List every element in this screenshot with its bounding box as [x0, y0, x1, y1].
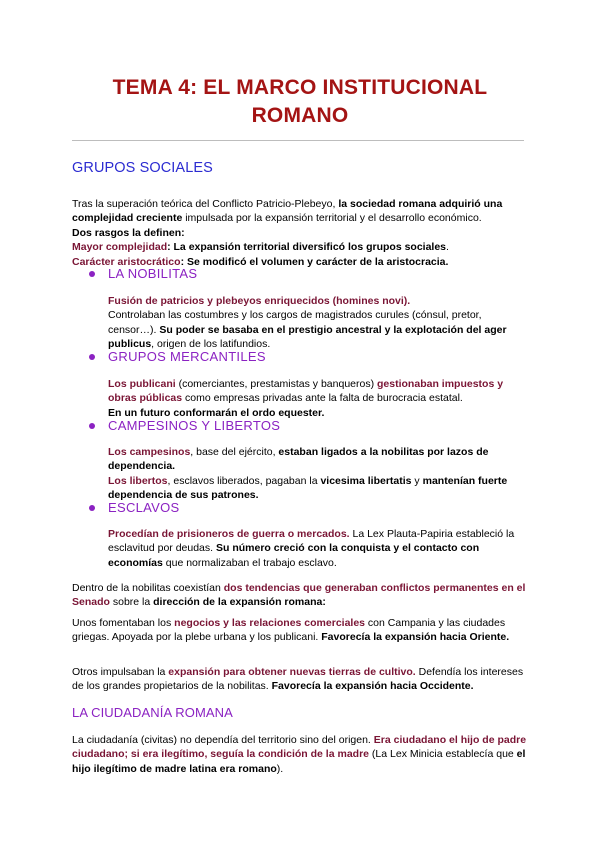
section-heading-ciudadania: LA CIUDADANÍA ROMANA [72, 705, 233, 720]
subsection-heading-nobilitas: LA NOBILITAS [108, 266, 198, 281]
bullet-icon [89, 505, 95, 511]
title-line-1: TEMA 4: EL MARCO INSTITUCIONAL [112, 76, 488, 99]
bullet-icon [89, 423, 95, 429]
esclavos-paragraph: Procedían de prisioneros de guerra o mercados. La Lex Plauta-Papiria estableció la esclavitud por deudas. Su número creció con la conquista y el contacto con economías que normalizaban el trabajo esclavo. [108, 527, 515, 569]
title-line-2: ROMANO [251, 104, 349, 127]
title-divider [72, 140, 524, 141]
occidente-paragraph: Otros impulsaban la expansión para obtener nuevas tierras de cultivo. Defendía los intereses de los grandes propietarios de la nobilitas. Favorecía la expansión hacia Occidente. [72, 665, 524, 693]
mercantiles-paragraph: Los publicani (comerciantes, prestamistas y banqueros) gestionaban impuestos y obras públicas como empresas privadas ante la falta de burocracia estatal. En un futuro conformarán el ordo equester. [108, 377, 504, 419]
intro-paragraph: Tras la superación teórica del Conflicto Patricio-Plebeyo, la sociedad romana adquirió una complejidad creciente impulsada por la expansión territorial y el desarrollo económico. Dos rasgos la definen: Mayor complejidad: La expansión territorial diversificó los grupos sociales. Carácter aristocrático: Se modificó el volumen y carácter de la aristocracia. [72, 197, 503, 268]
campesinos-paragraph: Los campesinos, base del ejército, estaban ligados a la nobilitas por lazos de dependencia. Los libertos, esclavos liberados, pagaban la vicesima libertatis y mantenían fuerte dependencia de sus patrones. [108, 445, 508, 502]
subsection-heading-mercantiles: GRUPOS MERCANTILES [108, 349, 266, 364]
bullet-icon [89, 271, 95, 277]
oriente-paragraph: Unos fomentaban los negocios y las relaciones comerciales con Campania y las ciudades griegas. Apoyada por la plebe urbana y los publicani. Favorecía la expansión hacia Oriente. [72, 616, 510, 644]
section-heading-grupos-sociales: GRUPOS SOCIALES [72, 160, 213, 176]
page-title [0, 74, 600, 130]
bullet-icon [89, 354, 95, 360]
nobilitas-paragraph: Fusión de patricios y plebeyos enriquecidos (homines novi). Controlaban las costumbres y los cargos de magistrados curules (cónsul, pretor, censor…). Su poder se basaba en el prestigio ancestral y la explotación del ager publicus, origen de los latifundios. [108, 294, 507, 351]
ciudadania-paragraph: La ciudadanía (civitas) no dependía del territorio sino del origen. Era ciudadano el hijo de padre ciudadano; si era ilegítimo, seguía la condición de la madre (La Lex Minicia establecía que el hijo ilegítimo de madre latina era romano). [72, 733, 527, 775]
subsection-heading-campesinos: CAMPESINOS Y LIBERTOS [108, 418, 281, 433]
subsection-heading-esclavos: ESCLAVOS [108, 500, 180, 515]
tendencias-paragraph: Dentro de la nobilitas coexistían dos tendencias que generaban conflictos permanentes en el Senado sobre la dirección de la expansión romana: [72, 581, 526, 609]
